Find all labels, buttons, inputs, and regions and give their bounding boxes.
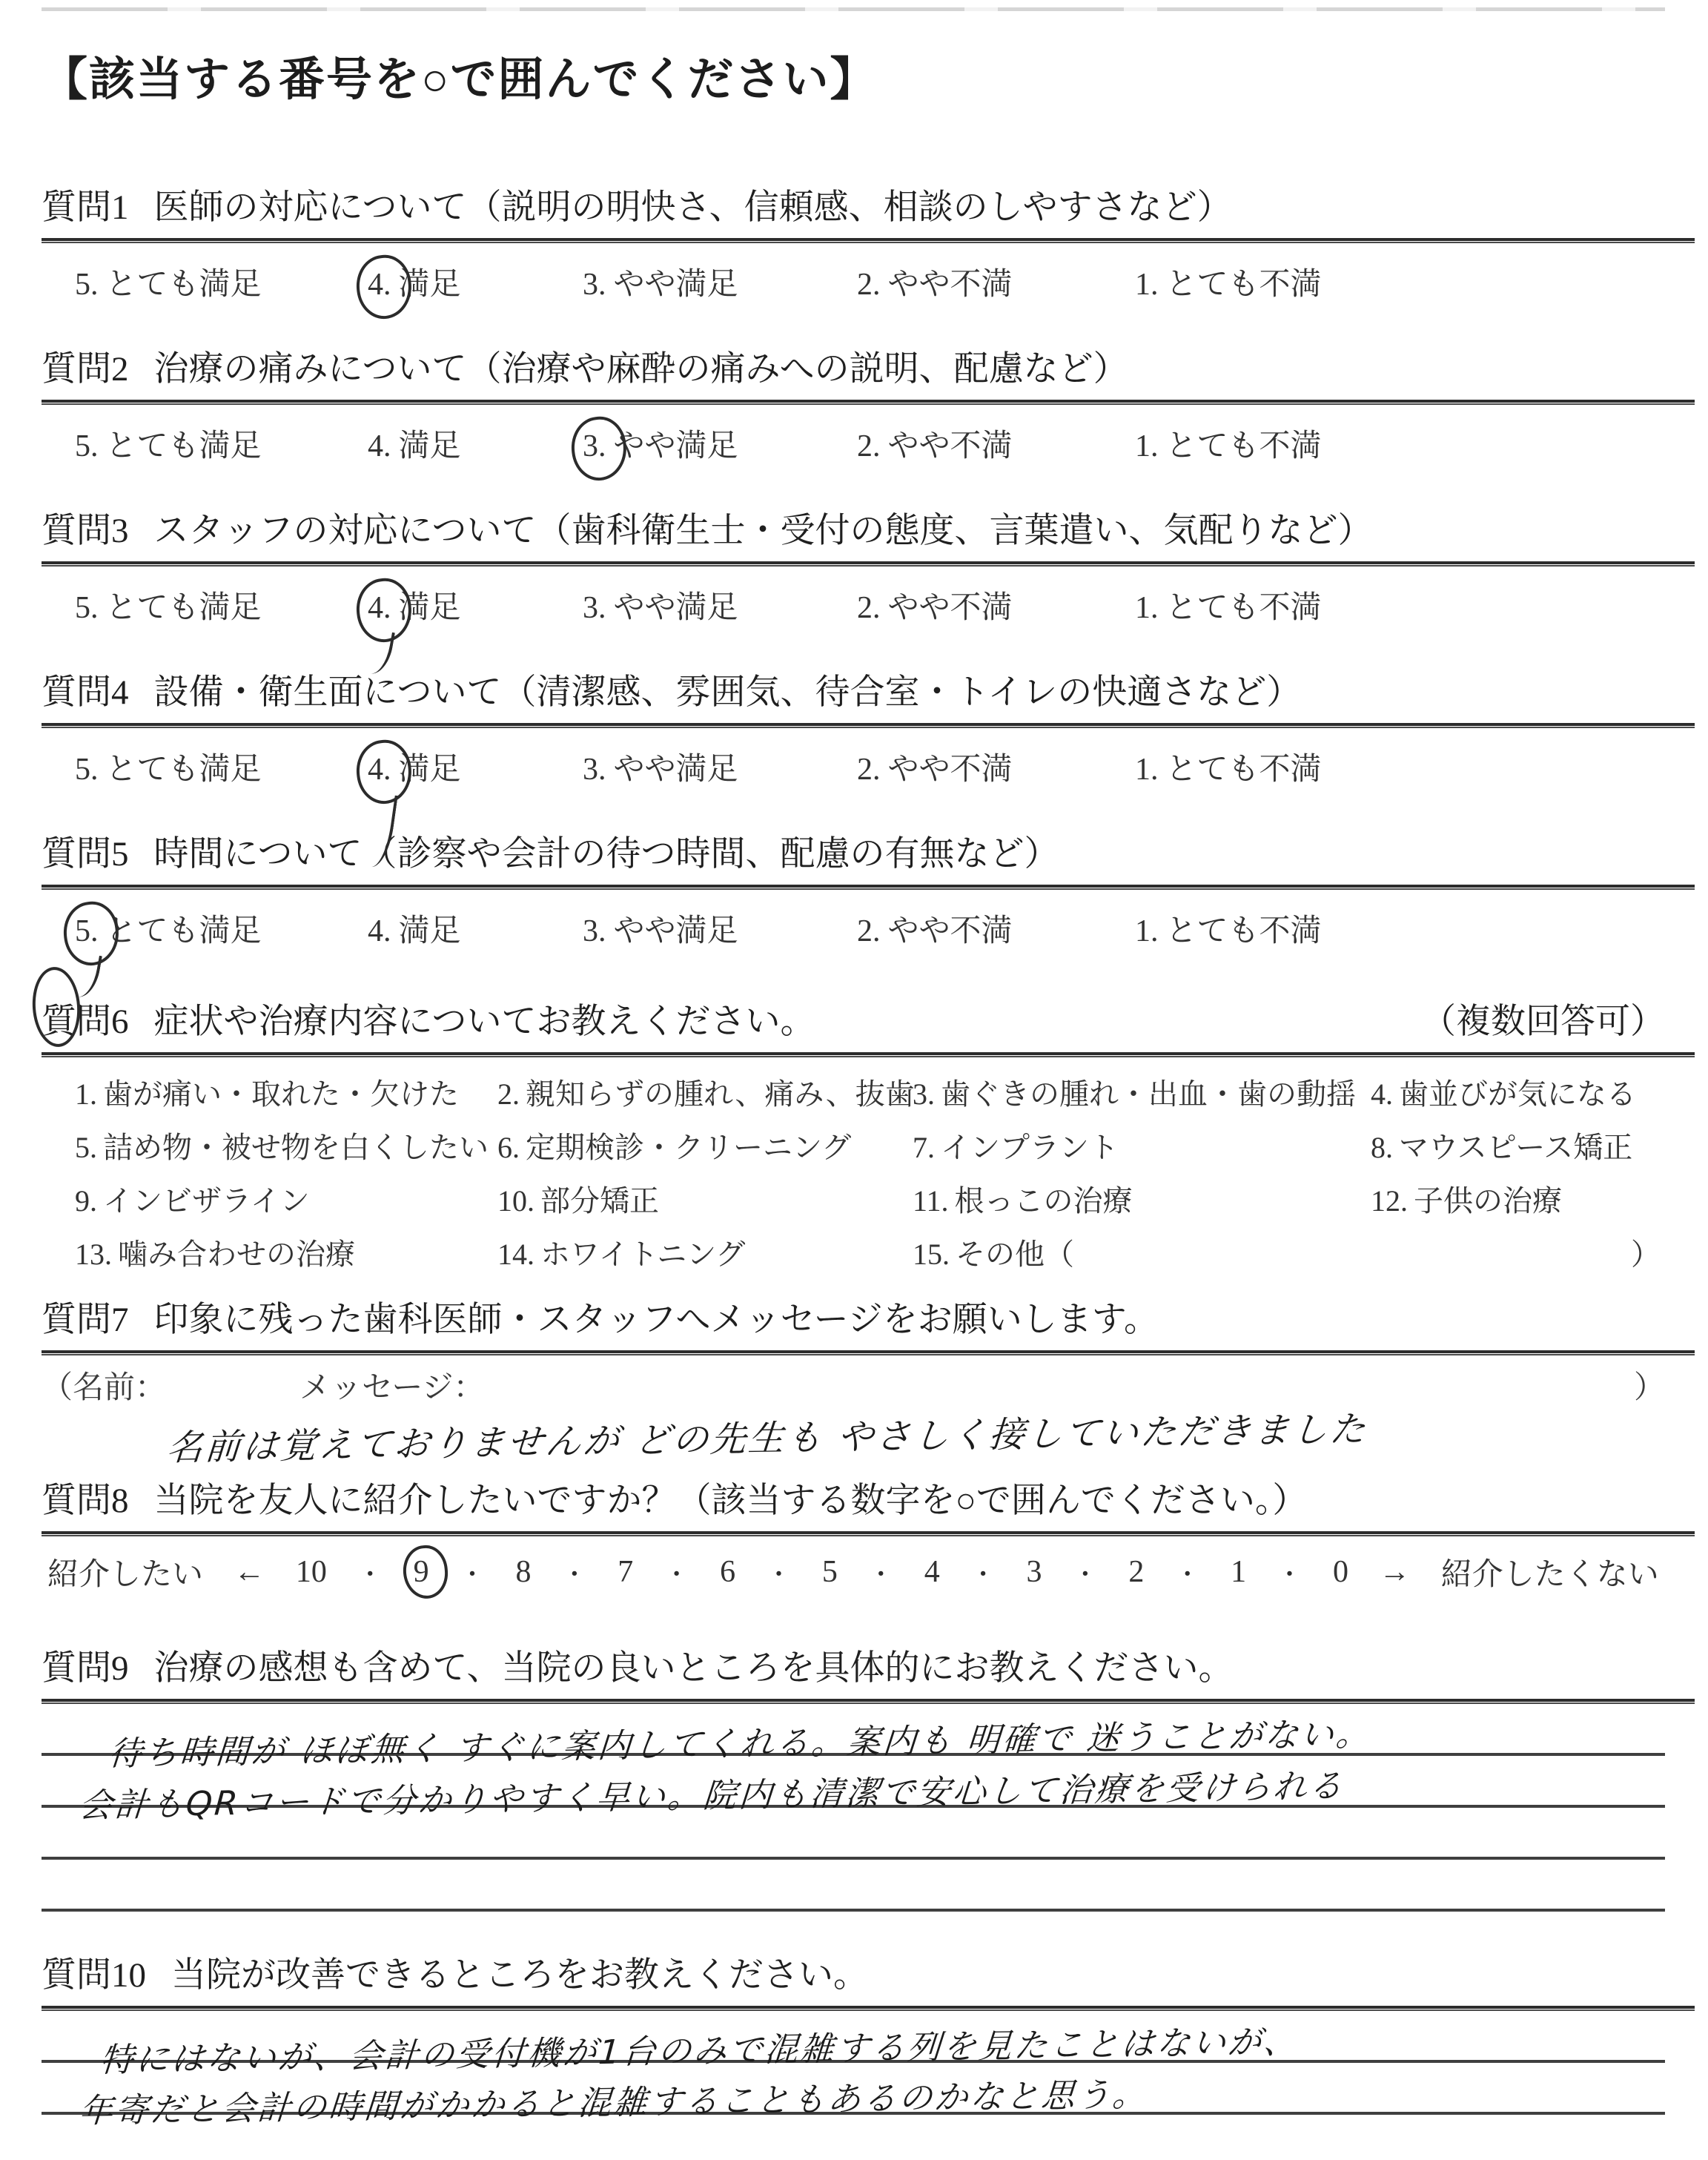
option-number: 3. [583, 591, 606, 625]
question-number: 質問8 [42, 1482, 129, 1520]
question-title: 当院を友人に紹介したいですか？（該当する数字を○で囲んでください。） [153, 1482, 1308, 1520]
section-rule [42, 885, 1695, 890]
option-label: とても不満 [1165, 268, 1322, 302]
question-8-header [42, 1473, 1665, 1522]
handwritten-message: 名前は覚えておりませんが どの先生も やさしく接していただきました [165, 1408, 1369, 1469]
circled-answer-mark: 4. [368, 753, 391, 787]
nps-number-6: 6 [720, 1555, 736, 1589]
question-title: スタッフの対応について（歯科衛生士・受付の態度、言葉遣い、気配りなど） [153, 512, 1373, 550]
option-number: 6. [497, 1131, 520, 1164]
option-label: 満足 [398, 591, 461, 625]
section-rule [42, 561, 1695, 567]
section-rule [42, 723, 1695, 728]
nps-separator: ・ [460, 1561, 486, 1589]
question-5-header [42, 826, 1665, 876]
option-very-dissatisfied [1135, 744, 1322, 789]
symptom-option-12 [1371, 1178, 1665, 1220]
option-label: やや不満 [887, 914, 1013, 948]
survey-form-scan [0, 7, 1708, 2160]
option-satisfied [368, 421, 583, 466]
question-title: 印象に残った歯科医師・スタッフへメッセージをお願いします。 [153, 1301, 1159, 1339]
question-number: 質問7 [42, 1301, 129, 1339]
option-label: 歯並びが気になる [1399, 1077, 1636, 1111]
symptom-option-1-selected [75, 1071, 497, 1113]
multi-answer-note: （複数回答可） [1421, 1003, 1665, 1041]
option-label: 親知らずの腫れ、痛み、抜歯 [526, 1077, 915, 1111]
section-rule [42, 1350, 1695, 1355]
left-arrow-icon: ← [234, 1555, 265, 1589]
section-rule [42, 1699, 1695, 1704]
option-label: 詰め物・被せ物を白くしたい [103, 1131, 489, 1164]
question-4 [42, 664, 1665, 789]
message-field-label: メッセージ： [299, 1371, 485, 1405]
question-9-header [42, 1640, 1665, 1690]
option-label: やや不満 [887, 591, 1013, 625]
option-label: 根っこの治療 [954, 1184, 1133, 1218]
option-number: 1. [1135, 753, 1159, 787]
section-rule [42, 2006, 1695, 2011]
circled-answer-mark: 9 [413, 1555, 429, 1589]
question-7 [42, 1292, 1665, 1473]
page-title: 【該当する番号を○で囲んでください】 [42, 55, 878, 105]
option-label: とても満足 [105, 268, 262, 302]
option-number: 1. [1135, 914, 1159, 948]
option-number: 4. [368, 914, 391, 948]
option-number: 1. [1135, 268, 1159, 302]
option-somewhat-satisfied [583, 744, 857, 789]
other-close-paren: ） [1631, 1238, 1661, 1271]
question-10 [42, 1947, 1665, 2160]
question-6 [42, 994, 1665, 1284]
option-label: とても不満 [1165, 429, 1322, 463]
question-5 [42, 826, 1665, 951]
option-number: 15. [913, 1238, 950, 1271]
nps-right-label: 紹介したくない [1440, 1558, 1659, 1592]
circled-answer-mark: 4. [368, 268, 391, 302]
option-somewhat-dissatisfied [857, 421, 1135, 466]
option-number: 7. [913, 1131, 935, 1164]
q3-options [42, 583, 1665, 627]
option-satisfied-selected [368, 583, 583, 627]
nps-number-2: 2 [1128, 1555, 1145, 1589]
option-number: 14. [497, 1238, 534, 1271]
option-very-satisfied [75, 744, 368, 789]
option-very-satisfied [75, 260, 368, 304]
section-rule [42, 1531, 1695, 1536]
nps-number-7: 7 [618, 1555, 634, 1589]
option-label: 噛み合わせの治療 [118, 1238, 355, 1271]
option-somewhat-dissatisfied [857, 583, 1135, 627]
option-very-dissatisfied [1135, 583, 1322, 627]
symptom-options-grid [42, 1071, 1665, 1284]
option-very-dissatisfied [1135, 906, 1322, 951]
section-rule [42, 400, 1695, 405]
question-number: 質問5 [42, 835, 129, 873]
nps-number-8: 8 [515, 1555, 532, 1589]
option-number: 5. [75, 591, 99, 625]
option-very-satisfied-selected [75, 906, 368, 951]
question-3 [42, 503, 1665, 627]
nps-number-5: 5 [821, 1555, 838, 1589]
symptom-option-6 [497, 1124, 913, 1166]
question-number: 質問2 [42, 350, 129, 389]
option-number: 2. [857, 429, 881, 463]
option-label: やや満足 [613, 268, 738, 302]
question-title: 治療の痛みについて（治療や麻酔の痛みへの説明、配慮など） [153, 350, 1128, 389]
option-satisfied [368, 906, 583, 951]
scan-artifact-line [42, 7, 1665, 11]
nps-separator: ・ [357, 1561, 383, 1589]
option-label: 定期検診・クリーニング [526, 1131, 852, 1164]
symptom-option-2 [497, 1071, 913, 1113]
q4-options [42, 744, 1665, 789]
option-number: 13. [75, 1238, 112, 1271]
option-label: とても満足 [105, 429, 262, 463]
option-very-dissatisfied [1135, 421, 1322, 466]
option-label: マウスピース矯正 [1399, 1131, 1633, 1164]
option-label: インビザライン [103, 1184, 310, 1218]
option-label: やや不満 [887, 429, 1013, 463]
symptom-option-9 [75, 1178, 497, 1220]
option-label: やや不満 [887, 753, 1013, 787]
option-number: 4. [368, 429, 391, 463]
close-paren: ） [1633, 1371, 1665, 1405]
question-number: 質問4 [42, 673, 129, 712]
nps-separator: ・ [766, 1561, 792, 1589]
handwritten-answer: 特にはないが、会計の受付機が1台のみで混雑する列を見たことはないが、 [98, 2021, 1301, 2080]
section-rule [42, 1052, 1695, 1057]
writing-line [42, 1704, 1665, 1774]
option-label: とても不満 [1165, 914, 1322, 948]
option-very-satisfied [75, 421, 368, 466]
option-number: 3. [583, 914, 606, 948]
question-title: 時間について（診察や会計の待つ時間、配慮の有無など） [153, 835, 1059, 873]
option-label: 満足 [398, 914, 461, 948]
option-label: やや満足 [613, 914, 738, 948]
circled-answer-mark: 5. [75, 914, 99, 948]
option-label: 子供の治療 [1414, 1184, 1562, 1218]
nps-number-4: 4 [924, 1555, 940, 1589]
option-satisfied-selected [368, 260, 583, 304]
question-2 [42, 341, 1665, 466]
question-10-header [42, 1947, 1665, 1997]
option-label: とても満足 [105, 753, 262, 787]
symptom-option-13 [75, 1231, 497, 1273]
symptom-option-8 [1371, 1124, 1665, 1166]
symptom-option-10 [497, 1178, 913, 1220]
option-somewhat-dissatisfied [857, 906, 1135, 951]
name-message-row [42, 1363, 1665, 1404]
option-number: 3. [913, 1077, 935, 1111]
option-number: 2. [857, 753, 881, 787]
option-number: 3. [583, 753, 606, 787]
question-title: 設備・衛生面について（清潔感、雰囲気、待合室・トイレの快適さなど） [153, 673, 1302, 712]
nps-separator: ・ [1174, 1561, 1200, 1589]
symptom-option-4 [1371, 1071, 1665, 1113]
nps-left-label: 紹介したい [47, 1558, 204, 1592]
question-7-header [42, 1292, 1665, 1341]
nps-separator: ・ [970, 1561, 996, 1589]
writing-line [42, 1808, 1665, 1860]
option-number: 10. [497, 1184, 534, 1218]
option-somewhat-satisfied [583, 260, 857, 304]
option-number: 5. [75, 1131, 97, 1164]
name-field-label: （名前： [42, 1371, 167, 1405]
question-number: 質問9 [42, 1649, 129, 1688]
option-label: 歯ぐきの腫れ・出血・歯の動揺 [941, 1077, 1356, 1111]
option-number: 5. [75, 753, 99, 787]
handwritten-answer: 待ち時間が ほぼ無く すぐに案内してくれる。案内も 明確で 迷うことがない。 [107, 1714, 1373, 1774]
option-number: 4. [1371, 1077, 1393, 1111]
option-number: 1. [1135, 429, 1159, 463]
symptom-option-7 [913, 1124, 1371, 1166]
symptom-option-11 [913, 1178, 1371, 1220]
option-number: 5. [75, 268, 99, 302]
question-number: 質問1 [42, 188, 129, 227]
option-label: とても不満 [1165, 591, 1322, 625]
nps-number-10: 10 [295, 1555, 327, 1589]
option-label: 歯が痛い・取れた・欠けた [103, 1077, 459, 1111]
option-label: インプラント [941, 1131, 1119, 1164]
symptom-option-3 [913, 1071, 1371, 1113]
option-somewhat-satisfied [583, 906, 857, 951]
question-title: 治療の感想も含めて、当院の良いところを具体的にお教えください。 [153, 1649, 1234, 1688]
nps-scale [42, 1548, 1665, 1596]
writing-line [42, 2011, 1665, 2080]
nps-number-3: 3 [1026, 1555, 1042, 1589]
question-title: 症状や治療内容についてお教えください。 [153, 1003, 815, 1041]
symptom-option-5 [75, 1124, 497, 1166]
question-number: 質問10 [42, 1956, 146, 1995]
question-4-header [42, 664, 1665, 714]
question-9 [42, 1640, 1665, 1912]
option-number: 8. [1371, 1131, 1393, 1164]
option-label: その他（ [956, 1238, 1074, 1271]
option-number: 9. [75, 1184, 97, 1218]
nps-separator: ・ [561, 1561, 587, 1589]
circled-answer-mark: 4. [368, 591, 391, 625]
option-label: 満足 [398, 429, 461, 463]
option-number: 12. [1371, 1184, 1408, 1218]
right-arrow-icon: → [1379, 1555, 1411, 1589]
option-very-satisfied [75, 583, 368, 627]
handwritten-answer: 会計もQRコードで分かりやすく早い。院内も清潔で安心して治療を受けられる [77, 1766, 1346, 1826]
question-2-header [42, 341, 1665, 391]
option-label: 満足 [398, 268, 461, 302]
option-label: とても満足 [105, 914, 262, 948]
q1-options [42, 260, 1665, 304]
option-label: 部分矯正 [540, 1184, 659, 1218]
question-8 [42, 1473, 1665, 1596]
option-number: 1. [1135, 591, 1159, 625]
option-very-dissatisfied [1135, 260, 1322, 304]
option-label: とても不満 [1165, 753, 1322, 787]
question-1 [42, 179, 1665, 304]
question-1-header [42, 179, 1665, 229]
option-number: 2. [857, 268, 881, 302]
option-label: ホワイトニング [540, 1238, 746, 1271]
nps-separator: ・ [1072, 1561, 1098, 1589]
question-title: 当院が改善できるところをお教えください。 [171, 1956, 868, 1995]
option-number: 5. [75, 429, 99, 463]
option-number: 2. [497, 1077, 520, 1111]
symptom-option-14 [497, 1231, 913, 1273]
option-number: 11. [913, 1184, 949, 1218]
writing-line [42, 2063, 1665, 2131]
option-number: 3. [583, 268, 606, 302]
question-number: 質問6 [42, 1003, 129, 1041]
option-label: 満足 [398, 753, 461, 787]
writing-line [42, 2115, 1665, 2160]
q5-options [42, 906, 1665, 951]
writing-line [42, 1860, 1665, 1912]
symptom-option-15-other [913, 1231, 1371, 1273]
nps-separator: ・ [1277, 1561, 1302, 1589]
writing-line [42, 1756, 1665, 1826]
nps-number-1: 1 [1231, 1555, 1247, 1589]
nps-number-0: 0 [1332, 1555, 1348, 1589]
circled-answer-mark: 1. [75, 1077, 97, 1111]
question-3-header [42, 503, 1665, 552]
q2-options [42, 421, 1665, 466]
option-number: 2. [857, 591, 881, 625]
option-label: やや満足 [613, 753, 738, 787]
section-rule [42, 238, 1695, 243]
question-number: 質問3 [42, 512, 129, 550]
option-somewhat-dissatisfied [857, 260, 1135, 304]
question-title: 医師の対応について（説明の明快さ、信頼感、相談のしやすさなど） [153, 188, 1232, 227]
circled-answer-mark: 3. [583, 429, 606, 463]
nps-separator: ・ [868, 1561, 894, 1589]
option-satisfied-selected [368, 744, 583, 789]
option-somewhat-satisfied [583, 583, 857, 627]
option-number: 2. [857, 914, 881, 948]
option-label: とても満足 [105, 591, 262, 625]
handwritten-answer: 年寄だと会計の時間がかかると混雑することもあるのかなと思う。 [77, 2074, 1150, 2131]
option-label: やや不満 [887, 268, 1013, 302]
question-6-header [42, 994, 1665, 1043]
nps-separator: ・ [663, 1561, 689, 1589]
option-somewhat-satisfied-selected [583, 421, 857, 466]
option-somewhat-dissatisfied [857, 744, 1135, 789]
option-label: やや満足 [613, 429, 738, 463]
option-label: やや満足 [613, 591, 738, 625]
